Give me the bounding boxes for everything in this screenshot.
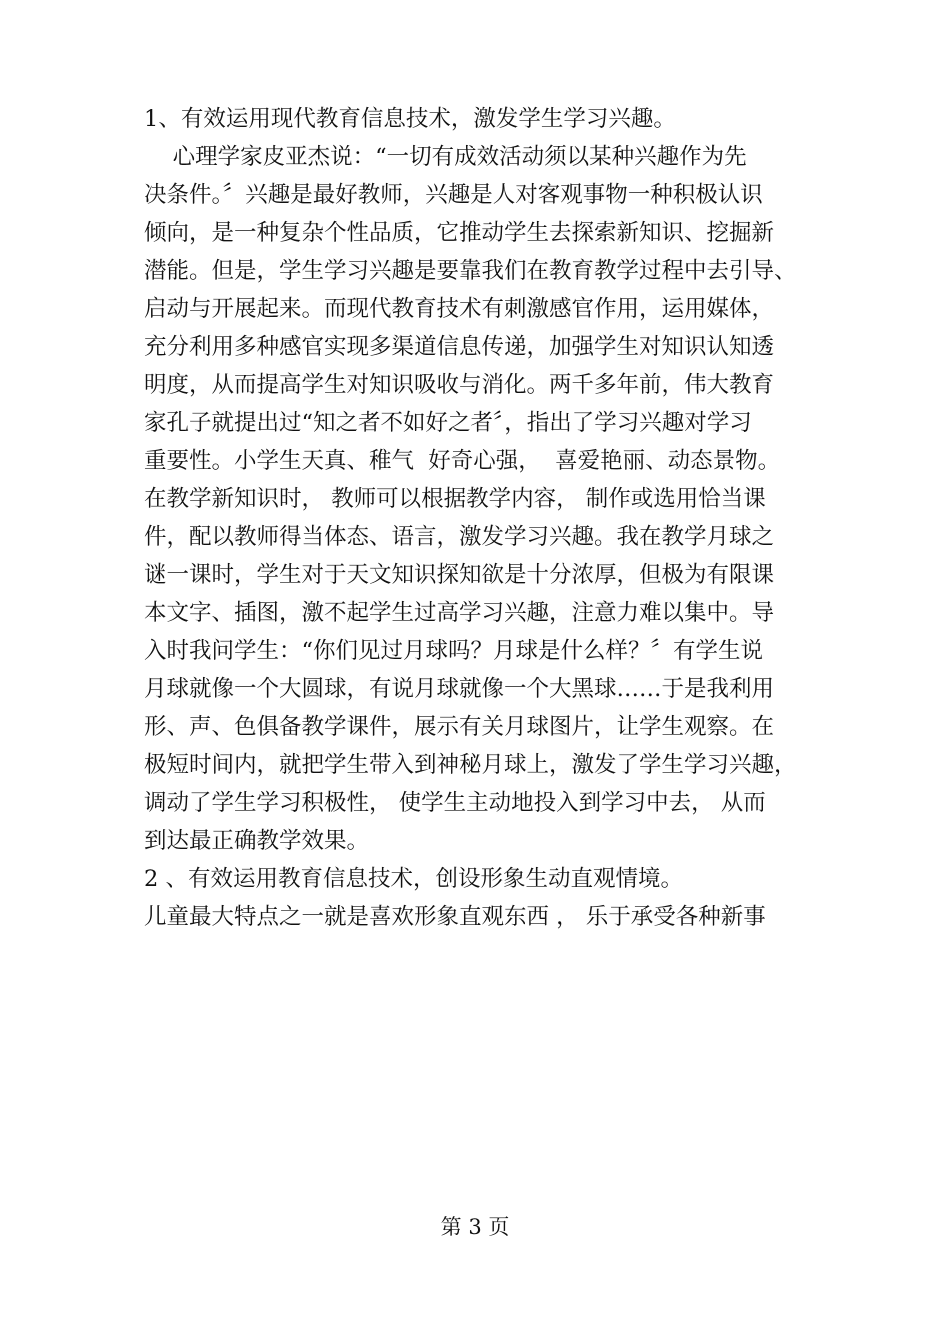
paragraph-line: 本文字、插图，激不起学生过高学习兴趣，注意力难以集中。导	[144, 600, 775, 626]
paragraph-line: 儿童最大特点之一就是喜欢形象直观东西 ， 乐于承受各种新事	[144, 904, 766, 930]
paragraph-line: 潜能。但是，学生学习兴趣是要靠我们在教育教学过程中去引导、	[144, 258, 797, 284]
paragraph-line: 件，配以教师得当体态、语言，激发学习兴趣。我在教学月球之	[144, 524, 775, 550]
paragraph-line: 在教学新知识时， 教师可以根据教学内容， 制作或选用恰当课	[144, 486, 766, 512]
document-body	[144, 100, 816, 936]
paragraph-line: 入时我问学生：“你们见过月球吗？月球是什么样？〞有学生说	[144, 638, 764, 664]
paragraph-line: 明度，从而提高学生对知识吸收与消化。两千多年前，伟大教育	[144, 372, 775, 398]
paragraph-line: 启动与开展起来。而现代教育技术有刺激感官作用，运用媒体，	[144, 296, 775, 322]
page-number: 第 3 页	[440, 1215, 510, 1239]
paragraph-line: 家孔子就提出过“知之者不如好之者〞，指出了学习兴趣对学习	[144, 410, 752, 436]
paragraph-line: 重要性。小学生天真、稚气 好奇心强， 喜爱艳丽、动态景物。	[144, 448, 781, 474]
paragraph-line: 心理学家皮亚杰说：“一切有成效活动须以某种兴趣作为先	[144, 144, 747, 170]
paragraph-line: 倾向，是一种复杂个性品质，它推动学生去探索新知识、挖掘新	[144, 220, 775, 246]
heading-section-2: 2 、有效运用教育信息技术，创设形象生动直观情境。	[144, 866, 683, 892]
paragraph-line: 谜一课时，学生对于天文知识探知欲是十分浓厚，但极为有限课	[144, 562, 775, 588]
paragraph-line: 月球就像一个大圆球，有说月球就像一个大黑球……于是我利用	[144, 676, 775, 702]
paragraph-line: 到达最正确教学效果。	[144, 828, 370, 854]
paragraph-line: 调动了学生学习积极性， 使学生主动地投入到学习中去， 从而	[144, 790, 766, 816]
heading-section-1: 1、有效运用现代教育信息技术，激发学生学习兴趣。	[144, 106, 676, 132]
paragraph-line: 充分利用多种感官实现多渠道信息传递，加强学生对知识认知透	[144, 334, 775, 360]
paragraph-line: 形、声、色俱备教学课件，展示有关月球图片，让学生观察。在	[144, 714, 775, 740]
paragraph-line: 极短时间内，就把学生带入到神秘月球上，激发了学生学习兴趣，	[144, 752, 797, 778]
paragraph-line: 决条件。〞兴趣是最好教师，兴趣是人对客观事物一种积极认识	[144, 182, 763, 208]
